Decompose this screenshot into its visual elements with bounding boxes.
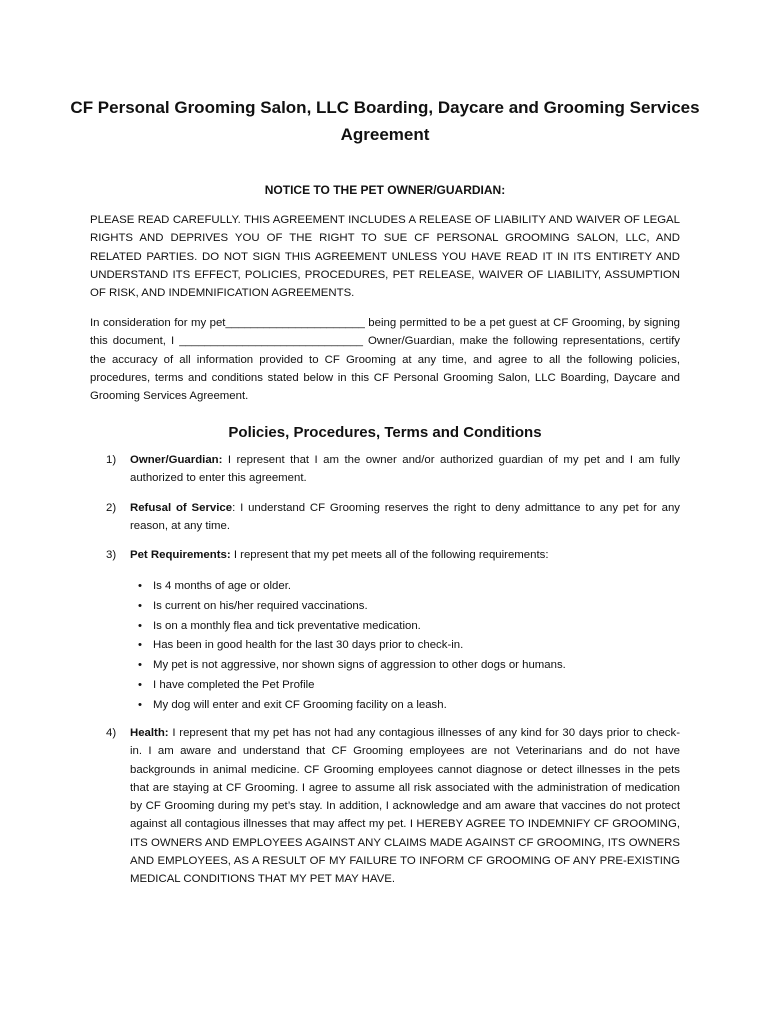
policy-item-label: Health:	[130, 727, 169, 739]
policy-item-health	[106, 724, 680, 889]
policies-section-heading: Policies, Procedures, Terms and Conditions	[228, 424, 542, 441]
policy-item-label: Pet Requirements:	[130, 549, 231, 561]
bullet-icon: •	[138, 580, 142, 592]
bullet-icon: •	[138, 599, 142, 612]
policy-item-number: 4)	[106, 727, 117, 739]
list-item	[138, 597, 678, 617]
notice-heading: NOTICE TO THE PET OWNER/GUARDIAN:	[264, 183, 506, 197]
policy-item-label: Owner/Guardian:	[130, 454, 223, 466]
policy-item-owner-guardian	[106, 451, 680, 488]
list-item	[138, 617, 678, 637]
policy-item-number: 3)	[106, 549, 117, 561]
bullet-icon: •	[138, 639, 142, 652]
requirement-text: My dog will enter and exit CF Grooming facility on a leash.	[153, 698, 447, 711]
list-item	[138, 577, 678, 597]
policy-item-text: I represent that my pet has not had any contagious illnesses of any kind for 30 days prior to check-in. I am aware and understand that CF Grooming employees are not Veterinarians and do not have backgrounds in animal medicine. CF Grooming employees cannot diagnose or detect illnesses in the pets that are staying at CF Grooming. I agree to assume all risk associated with the administration of medication by CF Grooming during my pet’s stay. In addition, I acknowledge and am aware that vaccines do not protect against all contagious illnesses that may affect my pet. I HEREBY AGREE TO INDEMNIFY CF GROOMING, ITS OWNERS AND EMPLOYEES AGAINST ANY CLAIMS MADE AGAINST CF GROOMING, ITS OWNERS AND EMPLOYEES, AS A RESULT OF MY FAILURE TO INFORM CF GROOMING OF ANY PRE-EXISTING MEDICAL CONDITIONS THAT MY PET MAY HAVE.	[130, 727, 680, 886]
policy-item-number: 2)	[106, 502, 117, 514]
document-title: CF Personal Grooming Salon, LLC Boarding, Daycare and Grooming Services Agreement	[70, 98, 700, 144]
policy-item-label: Refusal of Service	[130, 502, 233, 514]
list-item	[138, 676, 678, 696]
bullet-icon: •	[138, 659, 142, 672]
bullet-icon: •	[138, 698, 142, 711]
policy-item-pet-requirements	[106, 546, 680, 564]
requirement-text: Has been in good health for the last 30 days prior to check-in.	[153, 639, 464, 652]
requirement-text: I have completed the Pet Profile	[153, 678, 315, 691]
policy-item-text: I represent that I am the owner and/or authorized guardian of my pet and I am fully authorized to enter this agreement.	[130, 454, 680, 485]
list-item	[138, 656, 678, 676]
notice-paragraph: PLEASE READ CAREFULLY. THIS AGREEMENT INCLUDES A RELEASE OF LIABILITY AND WAIVER OF LEGAL RIGHTS AND DEPRIVES YOU OF THE RIGHT TO SUE CF PERSONAL GROOMING SALON, LLC, AND RELATED PARTIES. DO NOT SIGN THIS AGREEMENT UNLESS YOU HAVE READ IT IN ITS ENTIRETY AND UNDERSTAND ITS EFFECT, POLICIES, PROCEDURES, PET RELEASE, WAIVER OF LIABILITY, ASSUMPTION OF RISK, AND INDEMNIFICATION AGREEMENTS.	[90, 214, 680, 300]
bullet-icon: •	[138, 678, 142, 691]
requirement-text: Is current on his/her required vaccinations.	[153, 599, 368, 612]
list-item	[138, 696, 678, 716]
requirement-text: Is 4 months of age or older.	[153, 580, 292, 592]
consideration-paragraph: In consideration for my pet______________________ being permitted to be a pet guest at CF Grooming, by signing this document, I _____________________________ Owner/Guardian, make the following representations, certify the accuracy of all information provided to CF Grooming at any time, and agree to all the following policies, procedures, terms and conditions stated below in this CF Personal Grooming Salon, LLC Boarding, Daycare and Grooming Services Agreement.	[90, 317, 680, 403]
policy-item-text: : I understand CF Grooming reserves the right to deny admittance to any pet for any reason, at any time.	[130, 502, 680, 533]
requirement-text: Is on a monthly flea and tick preventative medication.	[153, 619, 421, 632]
list-item	[138, 636, 678, 656]
requirement-text: My pet is not aggressive, nor shown signs of aggression to other dogs or humans.	[153, 659, 566, 672]
policy-item-text: I represent that my pet meets all of the following requirements:	[230, 549, 549, 561]
policy-item-refusal-of-service	[106, 499, 680, 536]
bullet-icon: •	[138, 619, 142, 632]
requirements-list	[138, 577, 678, 716]
policy-item-number: 1)	[106, 454, 117, 466]
